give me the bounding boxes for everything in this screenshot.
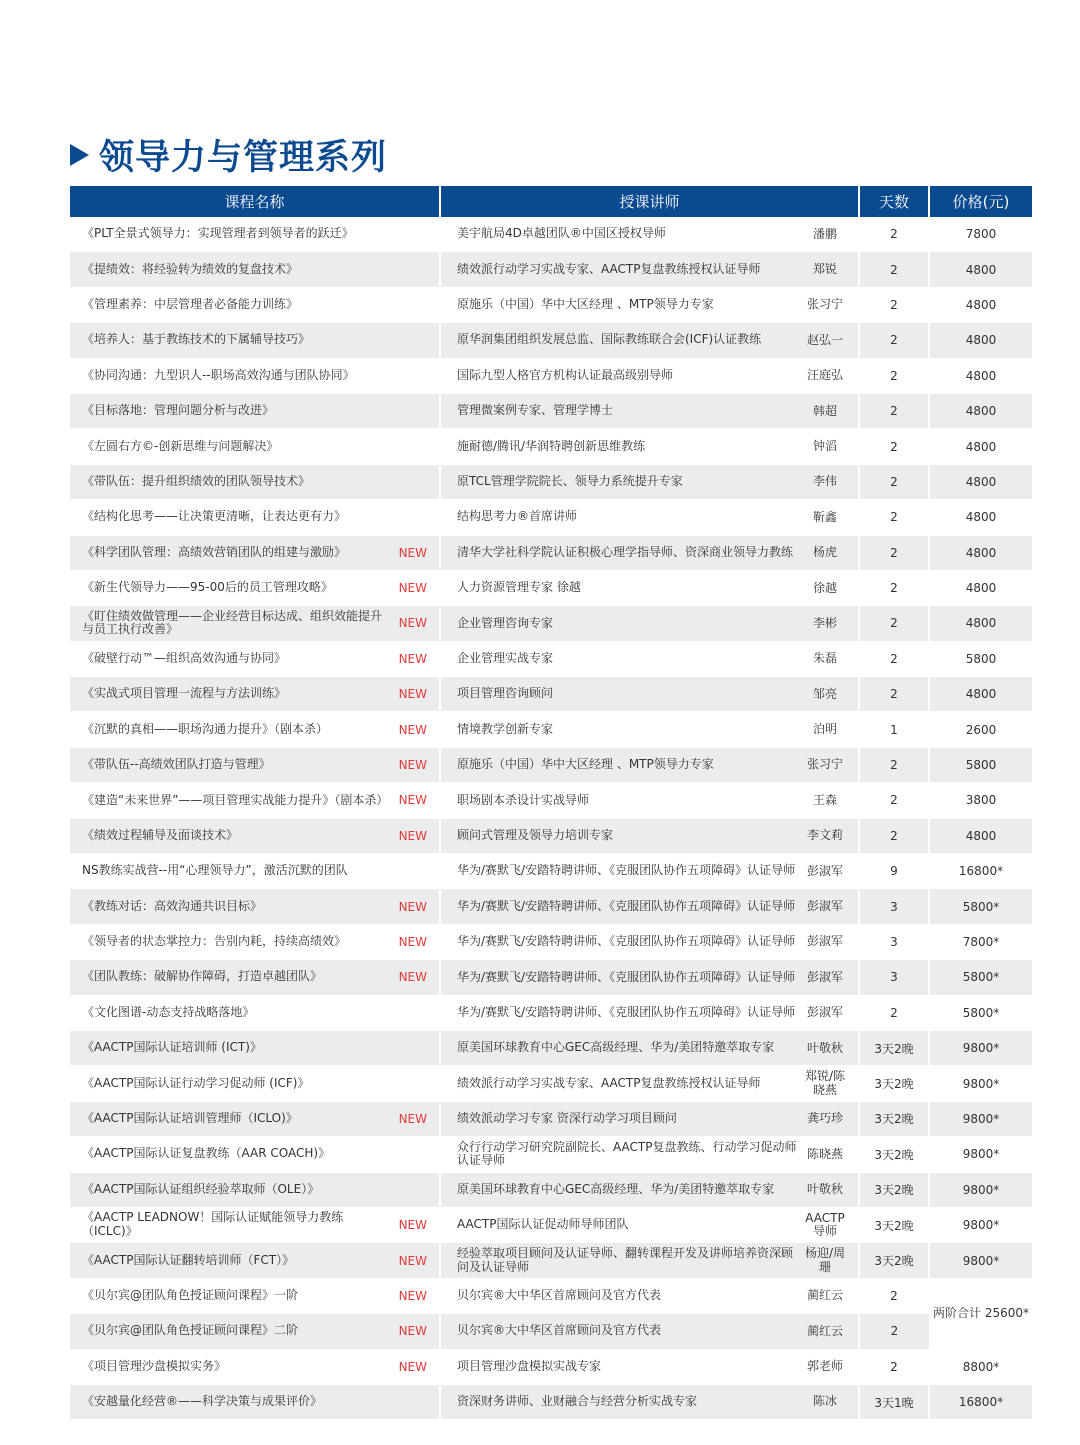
course-name: 《破壁行动™—组织高效沟通与协同》: [82, 650, 287, 665]
lecturer-description: 众行行动学习研究院副院长、AACTP复盘教练、行动学习促动师认证导师: [457, 1139, 797, 1168]
lecturer-cell: [440, 393, 859, 428]
course-name: 《带队伍--高绩效团队打造与管理》: [82, 757, 271, 772]
lecturer-name: 郑锐/陈晓燕: [804, 1069, 846, 1097]
lecturer-name: 张习宁: [806, 757, 843, 772]
header-course-name: 课程名称: [70, 186, 440, 217]
new-badge: NEW: [398, 616, 427, 631]
lecturer-name: 韩超: [812, 403, 837, 418]
price-cell: 7800: [929, 217, 1032, 252]
days-cell: 2: [859, 818, 929, 853]
lecturer-description: 华为/赛默飞/安踏特聘讲师、《克服团队协作五项障碍》认证导师: [457, 1004, 796, 1019]
lecturer-description: 项目管理咨询顾问: [457, 686, 554, 701]
lecturer-description: 绩效派行动学习实战专家、AACTP复盘教练授权认证导师: [457, 261, 761, 276]
lecturer-name: 李彬: [812, 615, 837, 630]
course-name: 《教练对话：高效沟通共识目标》: [82, 898, 263, 913]
lecturer-cell: [440, 1384, 859, 1419]
lecturer-name: 陈冰: [812, 1394, 837, 1409]
table-row: [70, 393, 1032, 428]
price-cell: 4800: [929, 393, 1032, 428]
lecturer-cell: [440, 1278, 859, 1313]
table-row: [70, 1278, 1032, 1313]
lecturer-name: 张习宁: [806, 297, 843, 312]
course-name-cell: [70, 1137, 440, 1172]
table-row: [70, 677, 1032, 712]
course-name-cell: [70, 570, 440, 605]
course-name-cell: [70, 358, 440, 393]
price-cell: 4800: [929, 535, 1032, 570]
price-cell: 2600: [929, 712, 1032, 747]
lecturer-description: 原TCL管理学院院长、领导力系统提升专家: [457, 474, 683, 489]
lecturer-description: AACTP国际认证促动师导师团队: [457, 1217, 629, 1232]
course-name-cell: [70, 535, 440, 570]
lecturer-description: 国际九型人格官方机构认证最高级别导师: [457, 367, 674, 382]
new-badge: NEW: [398, 1324, 427, 1339]
table-row: [70, 1066, 1032, 1101]
table-row: [70, 323, 1032, 358]
table-row: [70, 783, 1032, 818]
lecturer-name: 彭淑军: [806, 1005, 843, 1020]
days-cell: 3: [859, 889, 929, 924]
table-row: [70, 535, 1032, 570]
price-cell: 4800: [929, 287, 1032, 322]
price-cell: 9800*: [929, 1066, 1032, 1101]
lecturer-description: 绩效派动学习专家 资深行动学习项目顾问: [457, 1111, 677, 1126]
price-cell: 9800*: [929, 1101, 1032, 1136]
lecturer-cell: [440, 783, 859, 818]
price-cell: 3800: [929, 783, 1032, 818]
days-cell: 2: [859, 1314, 929, 1349]
price-cell: 16800*: [929, 1384, 1032, 1419]
lecturer-name: 郭老师: [806, 1359, 843, 1374]
lecturer-cell: [440, 818, 859, 853]
course-name-cell: [70, 818, 440, 853]
course-name-cell: [70, 393, 440, 428]
new-badge: NEW: [398, 758, 427, 773]
lecturer-description: 贝尔宾®大中华区首席顾问及官方代表: [457, 1323, 662, 1338]
new-badge: NEW: [398, 581, 427, 596]
course-name: 《沉默的真相——职场沟通力提升》（剧本杀）: [82, 721, 329, 736]
course-name-cell: [70, 677, 440, 712]
table-row: [70, 747, 1032, 782]
course-name-cell: [70, 995, 440, 1030]
course-name: 《建造“未来世界”——项目管理实战能力提升》（剧本杀）: [82, 792, 389, 807]
course-name-cell: [70, 1172, 440, 1207]
lecturer-cell: [440, 1137, 859, 1172]
course-name-cell: [70, 1207, 440, 1242]
lecturer-description: 管理微案例专家、管理学博士: [457, 403, 614, 418]
course-name-cell: [70, 1278, 440, 1313]
lecturer-name: 郑锐: [812, 261, 837, 276]
lecturer-description: 项目管理沙盘模拟实战专家: [457, 1358, 602, 1373]
price-cell: 两阶合计 25600*: [929, 1278, 1032, 1349]
lecturer-description: 华为/赛默飞/安踏特聘讲师、《克服团队协作五项障碍》认证导师: [457, 934, 796, 949]
price-cell: 7800*: [929, 924, 1032, 959]
course-name-cell: [70, 252, 440, 287]
lecturer-name: 朱磊: [812, 651, 837, 666]
price-cell: 4800: [929, 252, 1032, 287]
lecturer-name: 汪庭弘: [806, 368, 843, 383]
course-name-cell: [70, 924, 440, 959]
course-name: 《管理素养：中层管理者必备能力训练》: [82, 297, 299, 312]
lecturer-description: 华为/赛默飞/安踏特聘讲师、《克服团队协作五项障碍》认证导师: [457, 898, 796, 913]
lecturer-cell: [440, 535, 859, 570]
course-name: 《绩效过程辅导及面谈技术》: [82, 827, 239, 842]
course-name: 《AACTP国际认证组织经验萃取师（OLE）》: [82, 1181, 320, 1196]
price-cell: 4800: [929, 677, 1032, 712]
header-lecturer: 授课讲师: [440, 186, 859, 217]
new-badge: NEW: [398, 793, 427, 808]
table-row: [70, 641, 1032, 676]
price-cell: 9800*: [929, 1172, 1032, 1207]
price-cell: 5800: [929, 641, 1032, 676]
lecturer-description: 清华大学社科学院认证积极心理学指导师、资深商业领导力教练: [457, 544, 794, 559]
lecturer-description: 绩效派行动学习实战专家、AACTP复盘教练授权认证导师: [457, 1075, 761, 1090]
course-name: 《AACTP国际认证培训管理师（ICLO)》: [82, 1111, 298, 1126]
days-cell: 9: [859, 854, 929, 889]
days-cell: 2: [859, 464, 929, 499]
days-cell: 2: [859, 747, 929, 782]
lecturer-description: 原施乐（中国）华中大区经理 、MTP领导力专家: [457, 757, 714, 772]
course-name-cell: [70, 217, 440, 252]
days-cell: 1: [859, 712, 929, 747]
course-name-cell: [70, 429, 440, 464]
lecturer-cell: [440, 1101, 859, 1136]
course-name-cell: [70, 1101, 440, 1136]
price-cell: 4800: [929, 500, 1032, 535]
lecturer-description: 职场剧本杀设计实战导师: [457, 792, 590, 807]
table-row: [70, 1243, 1032, 1278]
days-cell: 3天2晚: [859, 1207, 929, 1242]
days-cell: 2: [859, 641, 929, 676]
course-name: 《安越量化经营®——科学决策与成果评价》: [82, 1394, 323, 1409]
course-name: 《文化图谱-动态支持战略落地》: [82, 1004, 255, 1019]
course-name-cell: [70, 1349, 440, 1384]
lecturer-cell: [440, 1030, 859, 1065]
table-body: [70, 217, 1032, 1420]
lecturer-description: 施耐德/腾讯/华润特聘创新思维教练: [457, 438, 646, 453]
lecturer-name: 蔺红云: [806, 1323, 843, 1338]
days-cell: 2: [859, 500, 929, 535]
lecturer-description: 美宇航局4D卓越团队®中国区授权导师: [457, 226, 666, 241]
table-row: [70, 252, 1032, 287]
lecturer-cell: [440, 677, 859, 712]
table-row: [70, 1172, 1032, 1207]
lecturer-cell: [440, 570, 859, 605]
days-cell: 2: [859, 783, 929, 818]
table-row: [70, 1137, 1032, 1172]
lecturer-description: 企业管理咨询专家: [457, 615, 554, 630]
course-name-cell: [70, 712, 440, 747]
lecturer-name: 王森: [812, 792, 837, 807]
price-cell: 4800: [929, 429, 1032, 464]
new-badge: NEW: [398, 899, 427, 914]
lecturer-cell: [440, 323, 859, 358]
lecturer-cell: [440, 500, 859, 535]
lecturer-name: 邹亮: [812, 686, 837, 701]
price-cell: 9800*: [929, 1030, 1032, 1065]
course-name: 《协同沟通：九型识人--职场高效沟通与团队协同》: [82, 367, 355, 382]
days-cell: 2: [859, 287, 929, 322]
course-name: 《左圆右方©-创新思维与问题解决》: [82, 438, 279, 453]
lecturer-name: 潘鹏: [812, 226, 837, 241]
lecturer-description: 华为/赛默飞/安踏特聘讲师、《克服团队协作五项障碍》认证导师: [457, 969, 796, 984]
course-name: 《实战式项目管理一流程与方法训练》: [82, 686, 287, 701]
lecturer-description: 原华润集团组织发展总监、国际教练联合会(ICF)认证教练: [457, 332, 762, 347]
table-row: [70, 358, 1032, 393]
table-row: [70, 854, 1032, 889]
days-cell: 3天1晚: [859, 1384, 929, 1419]
price-cell: 5800*: [929, 889, 1032, 924]
lecturer-name: 龚巧珍: [806, 1111, 843, 1126]
lecturer-cell: [440, 1243, 859, 1278]
price-cell: 9800*: [929, 1137, 1032, 1172]
course-name: 《科学团队管理：高绩效营销团队的组建与激励》: [82, 544, 347, 559]
lecturer-cell: [440, 217, 859, 252]
course-name: 《AACTP国际认证翻转培训师（FCT）》: [82, 1252, 295, 1267]
course-name-cell: [70, 287, 440, 322]
course-name: 《AACTP国际认证复盘教练（AAR COACH)》: [82, 1146, 331, 1161]
course-name: 《项目管理沙盘模拟实务》: [82, 1358, 227, 1373]
header-price: 价格(元): [929, 186, 1032, 217]
header-row: [70, 186, 1032, 217]
days-cell: 2: [859, 606, 929, 641]
lecturer-cell: [440, 606, 859, 641]
days-cell: 2: [859, 677, 929, 712]
course-name: NS教练实战营--用“心理领导力”，激活沉默的团队: [82, 863, 348, 878]
title-arrow-icon: [70, 144, 89, 166]
days-cell: 2: [859, 995, 929, 1030]
course-name-cell: [70, 783, 440, 818]
days-cell: 2: [859, 217, 929, 252]
lecturer-name: 叶敬秋: [806, 1182, 843, 1197]
course-table: [70, 186, 1032, 1420]
new-badge: NEW: [398, 651, 427, 666]
lecturer-description: 原美国环球教育中心GEC高级经理、华为/美团特邀萃取专家: [457, 1181, 775, 1196]
lecturer-cell: [440, 1066, 859, 1101]
course-name: 《培养人：基于教练技术的下属辅导技巧》: [82, 332, 311, 347]
days-cell: 3天2晚: [859, 1101, 929, 1136]
new-badge: NEW: [398, 1359, 427, 1374]
table-row: [70, 287, 1032, 322]
lecturer-description: 贝尔宾®大中华区首席顾问及官方代表: [457, 1288, 662, 1303]
table-row: [70, 960, 1032, 995]
course-name-cell: [70, 889, 440, 924]
course-name: 《团队教练：破解协作障碍，打造卓越团队》: [82, 969, 323, 984]
days-cell: 2: [859, 570, 929, 605]
lecturer-name: 彭淑军: [806, 969, 843, 984]
lecturer-description: 原美国环球教育中心GEC高级经理、华为/美团特邀萃取专家: [457, 1040, 775, 1055]
lecturer-cell: [440, 429, 859, 464]
table-row: [70, 712, 1032, 747]
course-name: 《贝尔宾@团队角色授证顾问课程》二阶: [82, 1323, 299, 1338]
new-badge: NEW: [398, 1111, 427, 1126]
lecturer-cell: [440, 287, 859, 322]
lecturer-name: 杨虎: [812, 545, 837, 560]
lecturer-cell: [440, 747, 859, 782]
table-row: [70, 606, 1032, 641]
course-name: 《贝尔宾@团队角色授证顾问课程》一阶: [82, 1288, 299, 1302]
lecturer-cell: [440, 1314, 859, 1349]
table-row: [70, 889, 1032, 924]
price-cell: 5800*: [929, 995, 1032, 1030]
lecturer-cell: [440, 712, 859, 747]
new-badge: NEW: [398, 1218, 427, 1233]
lecturer-description: 原施乐（中国）华中大区经理 、MTP领导力专家: [457, 297, 714, 312]
table-row: [70, 1101, 1032, 1136]
course-name-cell: [70, 960, 440, 995]
days-cell: 3天2晚: [859, 1172, 929, 1207]
price-cell: 5800*: [929, 960, 1032, 995]
days-cell: 3: [859, 960, 929, 995]
new-badge: NEW: [398, 722, 427, 737]
lecturer-cell: [440, 1349, 859, 1384]
course-name-cell: [70, 1384, 440, 1419]
lecturer-cell: [440, 1207, 859, 1242]
lecturer-description: 情境教学创新专家: [457, 721, 554, 736]
price-cell: 8800*: [929, 1349, 1032, 1384]
price-cell: 4800: [929, 818, 1032, 853]
price-cell: 4800: [929, 323, 1032, 358]
days-cell: 2: [859, 1349, 929, 1384]
new-badge: NEW: [398, 935, 427, 949]
page-title: [70, 130, 387, 180]
course-name-cell: [70, 464, 440, 499]
course-name: 《盯住绩效做管理——企业经营目标达成、组织效能提升与员工执行改善》: [82, 608, 383, 637]
price-cell: 9800*: [929, 1243, 1032, 1278]
table-row: [70, 1349, 1032, 1384]
lecturer-name: 赵弘一: [806, 332, 843, 347]
lecturer-name: 泊明: [812, 722, 837, 737]
course-name-cell: [70, 606, 440, 641]
lecturer-cell: [440, 464, 859, 499]
course-name-cell: [70, 747, 440, 782]
lecturer-name: 蔺红云: [806, 1288, 843, 1303]
table-row: [70, 570, 1032, 605]
lecturer-name: 钟滔: [812, 438, 837, 453]
lecturer-description: 结构思考力®首席讲师: [457, 509, 578, 524]
price-cell: 4800: [929, 606, 1032, 641]
lecturer-cell: [440, 358, 859, 393]
days-cell: 2: [859, 252, 929, 287]
header-days: 天数: [859, 186, 929, 217]
new-badge: NEW: [398, 1253, 427, 1268]
table-row: [70, 995, 1032, 1030]
title-text: 领导力与管理系列: [99, 138, 388, 178]
days-cell: 3天2晚: [859, 1030, 929, 1065]
lecturer-cell: [440, 252, 859, 287]
lecturer-cell: [440, 1172, 859, 1207]
price-cell: 16800*: [929, 854, 1032, 889]
course-name: 《AACTP国际认证培训师 (ICT)》: [82, 1040, 262, 1055]
course-name: 《带队伍：提升组织绩效的团队领导技术》: [82, 474, 311, 489]
days-cell: 3天2晚: [859, 1137, 929, 1172]
course-name: 《AACTP LEADNOW！国际认证赋能领导力教练（ICLC)》: [82, 1210, 344, 1239]
lecturer-cell: [440, 924, 859, 959]
lecturer-description: 资深财务讲师、业财融合与经营分析实战专家: [457, 1394, 698, 1409]
days-cell: 2: [859, 1278, 929, 1313]
days-cell: 2: [859, 358, 929, 393]
price-cell: 9800*: [929, 1207, 1032, 1242]
course-name: 《AACTP国际认证行动学习促动师 (ICF)》: [82, 1075, 310, 1090]
lecturer-name: 靳鑫: [812, 509, 837, 524]
lecturer-description: 华为/赛默飞/安踏特聘讲师、《克服团队协作五项障碍》认证导师: [457, 863, 796, 878]
lecturer-name: 李文莉: [806, 828, 843, 843]
course-name: 《目标落地：管理问题分析与改进》: [82, 403, 275, 418]
days-cell: 2: [859, 429, 929, 464]
lecturer-name: 李伟: [812, 474, 837, 489]
course-name-cell: [70, 854, 440, 889]
days-cell: 3天2晚: [859, 1066, 929, 1101]
lecturer-cell: [440, 889, 859, 924]
lecturer-name: 徐越: [812, 580, 837, 595]
new-badge: NEW: [398, 545, 427, 560]
lecturer-cell: [440, 995, 859, 1030]
table-row: [70, 500, 1032, 535]
course-name: 《提绩效：将经验转为绩效的复盘技术》: [82, 261, 299, 276]
course-name: 《领导者的状态掌控力：告别内耗，持续高绩效》: [82, 934, 347, 949]
lecturer-cell: [440, 960, 859, 995]
lecturer-name: AACTP导师: [805, 1210, 845, 1239]
table-row: [70, 1384, 1032, 1419]
new-badge: NEW: [398, 687, 427, 702]
price-cell: 4800: [929, 464, 1032, 499]
lecturer-description: 企业管理实战专家: [457, 650, 554, 665]
days-cell: 3: [859, 924, 929, 959]
table-row: [70, 1030, 1032, 1065]
lecturer-name: 彭淑军: [806, 934, 843, 949]
table-row: [70, 429, 1032, 464]
days-cell: 2: [859, 535, 929, 570]
lecturer-name: 陈晓燕: [806, 1146, 843, 1161]
course-name: 《PLT全景式领导力：实现管理者到领导者的跃迁》: [82, 226, 354, 241]
course-name: 《新生代领导力——95-00后的员工管理攻略》: [82, 580, 333, 595]
course-name-cell: [70, 641, 440, 676]
table-row: [70, 1314, 1032, 1349]
table-row: [70, 924, 1032, 959]
new-badge: NEW: [398, 970, 427, 985]
price-cell: 5800: [929, 747, 1032, 782]
lecturer-name: 叶敬秋: [806, 1040, 843, 1055]
lecturer-name: 杨迎/周珊: [804, 1246, 846, 1274]
lecturer-description: 经验萃取项目顾问及认证导师、翻转课程开发及讲师培养资深顾问及认证导师: [457, 1245, 794, 1274]
lecturer-cell: [440, 854, 859, 889]
price-cell: 4800: [929, 358, 1032, 393]
days-cell: 2: [859, 323, 929, 358]
table-row: [70, 1207, 1032, 1242]
table-row: [70, 464, 1032, 499]
course-name: 《结构化思考——让决策更清晰，让表达更有力》: [82, 509, 347, 524]
lecturer-description: 顾问式管理及领导力培训专家: [457, 827, 614, 842]
course-name-cell: [70, 500, 440, 535]
lecturer-cell: [440, 641, 859, 676]
course-name-cell: [70, 1314, 440, 1349]
new-badge: NEW: [398, 828, 427, 843]
table-row: [70, 217, 1032, 252]
lecturer-name: 彭淑军: [806, 863, 843, 878]
course-name-cell: [70, 1030, 440, 1065]
days-cell: 2: [859, 393, 929, 428]
lecturer-name: 彭淑军: [806, 899, 843, 914]
course-name-cell: [70, 1243, 440, 1278]
days-cell: 3天2晚: [859, 1243, 929, 1278]
price-cell: 4800: [929, 570, 1032, 605]
course-name-cell: [70, 1066, 440, 1101]
table-row: [70, 818, 1032, 853]
lecturer-description: 人力资源管理专家 徐越: [457, 580, 581, 595]
course-name-cell: [70, 323, 440, 358]
new-badge: NEW: [398, 1288, 427, 1303]
